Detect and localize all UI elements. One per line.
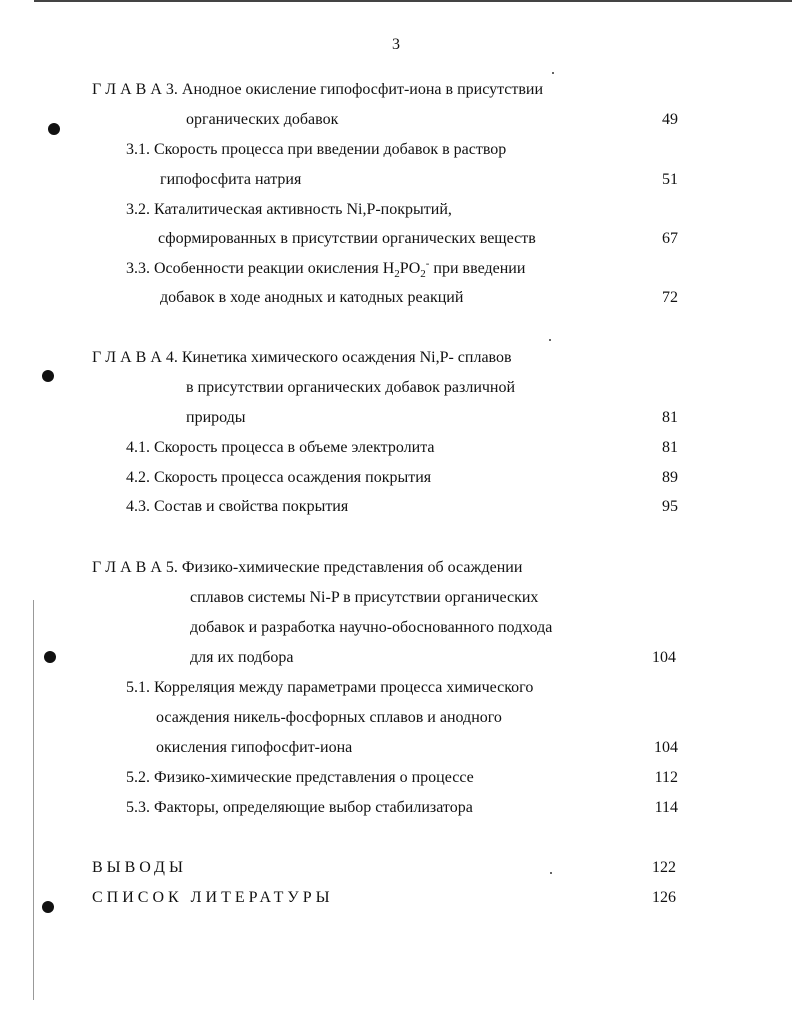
section-5-2-line: 5.2. Физико-химические представления о процессе: [126, 769, 474, 786]
section-4-1-line: 4.1. Скорость процесса в объеме электролита: [126, 439, 435, 456]
chapter-3-page: 49: [662, 111, 678, 128]
section-3-3-page: 72: [662, 289, 678, 306]
chapter-5-title-line-2: сплавов системы Ni-P в присутствии органических: [190, 589, 539, 606]
section-4-2-line: 4.2. Скорость процесса осаждения покрытия: [126, 469, 432, 486]
section-3-2-page: 67: [662, 230, 678, 247]
binding-hole-mark: [42, 370, 54, 382]
section-3-2-line-2: сформированных в присутствии органических веществ: [158, 230, 536, 247]
page-number: 3: [392, 36, 400, 53]
section-4-2-page: 89: [662, 469, 678, 486]
section-5-3-page: 114: [654, 799, 678, 816]
section-3-1-page: 51: [662, 171, 678, 188]
scan-left-edge: [33, 600, 34, 1000]
section-5-3-line: 5.3. Факторы, определяющие выбор стабилизатора: [126, 799, 473, 816]
references-heading: СПИСОК ЛИТЕРАТУРЫ: [92, 889, 334, 906]
chapter-5-title: Г Л А В А 5. Физико-химические представления об осаждении: [92, 559, 523, 576]
references-page: 126: [652, 889, 676, 906]
section-3-3-line-1: 3.3. Особенности реакции окисления $H_2PO_2^-$ при введении: [126, 257, 526, 281]
chapter-3-title: Г Л А В А 3. Анодное окисление гипофосфит-иона в присутствии: [92, 81, 544, 98]
chapter-4-title: Г Л А В А 4. Кинетика химического осаждения Ni,P- сплавов: [92, 349, 512, 366]
chapter-5-page: 104: [652, 649, 676, 666]
section-5-1-page: 104: [654, 739, 678, 756]
section-3-2-line-1: 3.2. Каталитическая активность Ni,P-покрытий,: [126, 201, 452, 218]
section-3-1-line-2: гипофосфита натрия: [160, 171, 302, 188]
section-5-2-page: 112: [654, 769, 678, 786]
binding-hole-mark: [48, 123, 60, 135]
section-4-3-page: 95: [662, 498, 678, 515]
section-5-1-line-3: окисления гипофосфит-иона: [156, 739, 353, 756]
section-5-1-line-2: осаждения никель-фосфорных сплавов и анодного: [156, 709, 502, 726]
section-3-3-line-2: добавок в ходе анодных и катодных реакций: [160, 289, 464, 306]
scan-top-edge: [34, 0, 792, 2]
scan-speck: [550, 872, 552, 874]
section-3-1-line-1: 3.1. Скорость процесса при введении добавок в раствор: [126, 141, 507, 158]
chapter-5-title-line-3: добавок и разработка научно-обоснованного подхода: [190, 619, 553, 636]
chapter-4-title-line-2: в присутствии органических добавок различной: [186, 379, 516, 396]
chapter-4-title-line-3: природы: [186, 409, 246, 426]
chapter-4-page: 81: [662, 409, 678, 426]
conclusions-page: 122: [652, 859, 676, 876]
section-4-1-page: 81: [662, 439, 678, 456]
conclusions-heading: ВЫВОДЫ: [92, 859, 187, 876]
chapter-3-title-cont: органических добавок: [186, 111, 339, 128]
section-5-1-line-1: 5.1. Корреляция между параметрами процесса химического: [126, 679, 534, 696]
binding-hole-mark: [42, 901, 54, 913]
scan-speck: [552, 72, 554, 74]
section-4-3-line: 4.3. Состав и свойства покрытия: [126, 498, 349, 515]
scan-speck: [549, 339, 551, 341]
binding-hole-mark: [44, 651, 56, 663]
chapter-5-title-line-4: для их подбора: [190, 649, 294, 666]
